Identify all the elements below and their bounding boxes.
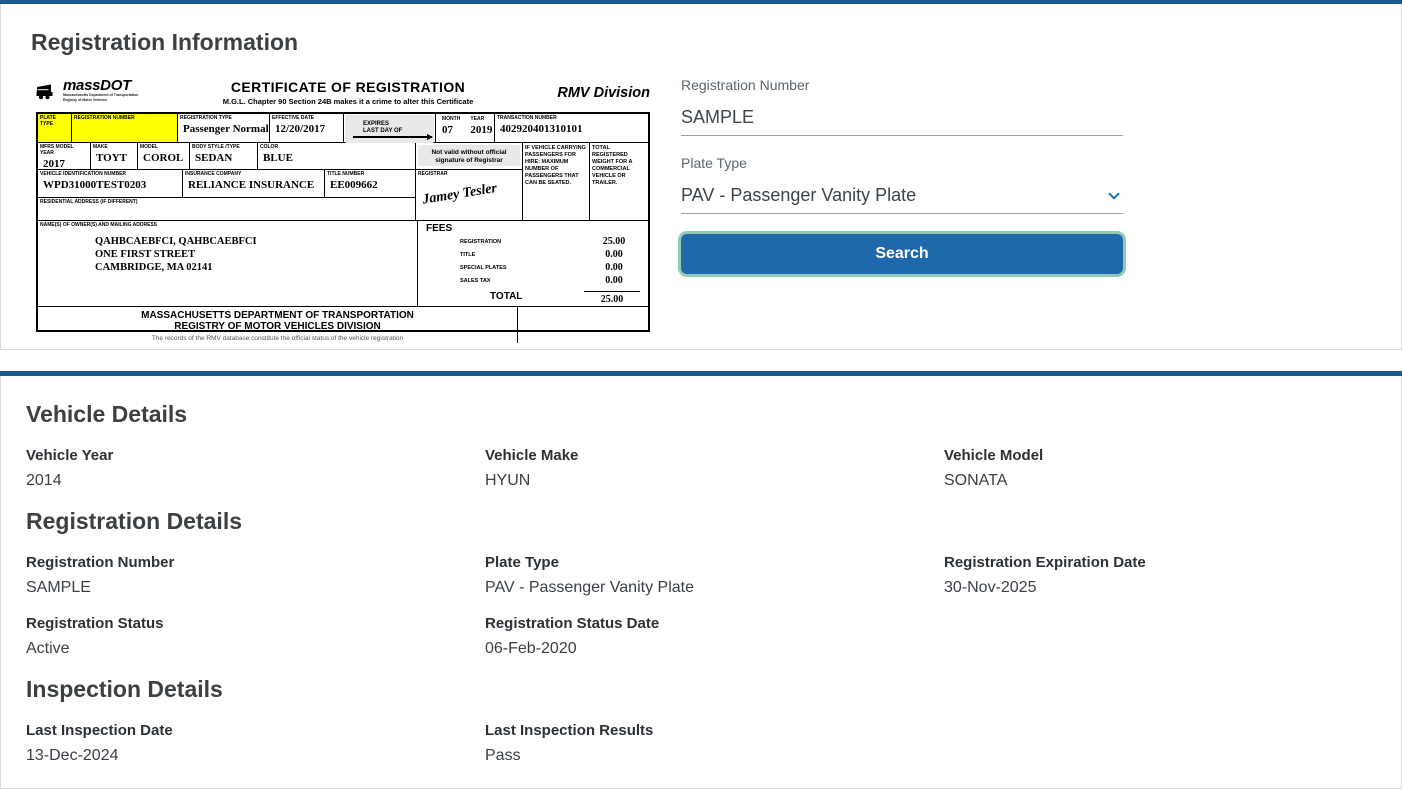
registration-status-date-label: Registration Status Date — [485, 615, 660, 632]
cert-vin-value: WPD31000TEST0203 — [43, 179, 147, 191]
cert-not-valid-text: Not valid without official signature of Registrar — [418, 145, 520, 166]
cert-model-label: MODEL — [140, 144, 159, 150]
cert-registrar-label: REGISTRAR — [418, 171, 448, 177]
plate-type-detail-label: Plate Type — [485, 554, 559, 571]
cert-title-number-label: TITLE NUMBER — [327, 171, 365, 177]
cert-color-cell — [258, 143, 415, 169]
vehicle-year-field — [26, 448, 485, 489]
cert-body-style-value: SEDAN — [195, 152, 233, 164]
cert-owner-city: CAMBRIDGE, MA 02141 — [95, 262, 213, 273]
massdot-truck-icon — [36, 83, 60, 100]
cert-fees-total-label: TOTAL — [490, 291, 523, 302]
registration-number-field — [26, 555, 485, 596]
last-inspection-date-field — [26, 723, 485, 764]
cert-fee-registration-label: REGISTRATION — [460, 239, 502, 245]
last-inspection-results-label: Last Inspection Results — [485, 722, 654, 739]
registration-information-card — [0, 4, 1402, 350]
cert-model-value: COROL — [143, 152, 184, 164]
cert-vin-label: VEHICLE IDENTIFICATION NUMBER — [40, 171, 127, 177]
cert-fee-sales-tax-value: 0.00 — [605, 275, 623, 286]
cert-transaction-number-value: 402920401310101 — [500, 123, 583, 135]
cert-owners-cell — [38, 221, 418, 306]
cert-owners-label: NAME(S) OF OWNER(S) AND MAILING ADDRESS — [40, 222, 158, 228]
results-card — [0, 376, 1402, 789]
cert-registrar-cell — [416, 170, 522, 220]
cert-fee-special-plates-label: SPECIAL PLATES — [460, 265, 507, 271]
cert-footer-empty-cell — [518, 307, 648, 343]
cert-footer-line1: MASSACHUSETTS DEPARTMENT OF TRANSPORTATION — [141, 310, 414, 321]
cert-effective-date-value: 12/20/2017 — [275, 123, 326, 135]
cert-fee-sales-tax-label: SALES TAX — [460, 278, 491, 284]
cert-effective-date-cell — [270, 114, 344, 142]
registration-expiration-field — [944, 555, 1376, 596]
plate-type-detail-value: PAV - Passenger Vanity Plate — [485, 579, 694, 596]
registration-number-input[interactable]: SAMPLE — [681, 108, 1123, 136]
cert-registration-number-cell — [72, 114, 178, 142]
vehicle-details-title: Vehicle Details — [26, 401, 188, 427]
rmv-division-label: RMV Division — [557, 85, 650, 101]
cert-fee-registration-value: 25.00 — [602, 236, 626, 247]
last-inspection-date-label: Last Inspection Date — [26, 722, 173, 739]
plate-type-label: Plate Type — [681, 155, 747, 171]
cert-expires-line2: LAST DAY OF — [363, 128, 403, 134]
registration-information-title: Registration Information — [31, 29, 299, 55]
cert-model-year-cell — [38, 143, 91, 169]
cert-plate-type-label: PLATE TYPE — [40, 115, 57, 127]
cert-fees-total-value: 25.00 — [584, 291, 640, 305]
vehicle-year-value: 2014 — [26, 472, 62, 489]
cert-registration-type-cell — [178, 114, 270, 142]
inspection-details-title: Inspection Details — [26, 676, 223, 702]
cert-make-label: MAKE — [93, 144, 108, 150]
cert-footer-line2: REGISTRY OF MOTOR VEHICLES DIVISION — [174, 321, 381, 332]
vehicle-make-label: Vehicle Make — [485, 447, 579, 464]
cert-make-value: TOYT — [96, 152, 127, 164]
vehicle-year-label: Vehicle Year — [26, 447, 114, 464]
registration-status-value: Active — [26, 640, 70, 657]
massdot-logo-subtext-1: Massachusetts Department of Transportation — [63, 93, 139, 97]
registration-number-detail-label: Registration Number — [26, 554, 175, 571]
massdot-logo — [36, 78, 156, 102]
cert-vin-cell — [38, 170, 183, 197]
cert-owner-name: QAHBCAEBFCI, QAHBCAEBFCI — [95, 236, 257, 247]
cert-owner-street: ONE FIRST STREET — [95, 249, 196, 260]
cert-insurance-cell — [183, 170, 325, 197]
cert-residential-address-label: RESIDENTIAL ADDRESS (IF DIFFERENT) — [40, 199, 138, 205]
last-inspection-results-value: Pass — [485, 747, 521, 764]
cert-year-label: YEAR — [470, 116, 485, 122]
cert-model-cell — [138, 143, 190, 169]
cert-expires-arrow-icon — [353, 136, 432, 138]
vehicle-make-field — [485, 448, 944, 489]
plate-type-selected-value: PAV - Passenger Vanity Plate — [681, 185, 917, 205]
cert-fees-title: FEES — [426, 223, 453, 234]
cert-effective-date-label: EFFECTIVE DATE — [272, 115, 315, 121]
cert-weight-note: TOTAL REGISTERED WEIGHT FOR A COMMERCIAL VEHICLE OR TRAILER. — [592, 145, 633, 186]
cert-transaction-number-label: TRANSACTION NUMBER — [497, 115, 557, 121]
cert-registration-type-value: Passenger Normal — [183, 123, 269, 135]
cert-fee-title-label: TITLE — [460, 252, 476, 258]
registration-expiration-value: 30-Nov-2025 — [944, 579, 1037, 596]
last-inspection-results-field — [485, 723, 944, 764]
vehicle-model-label: Vehicle Model — [944, 447, 1044, 464]
cert-title-number-value: EE009662 — [330, 179, 378, 191]
cert-month-value: 07 — [442, 124, 453, 136]
cert-footer-line3: The records of the RMV database constitute the official status of the vehicle registration — [151, 335, 404, 342]
last-inspection-date-value: 13-Dec-2024 — [26, 747, 119, 764]
cert-body-style-label: BODY STYLE /TYPE — [192, 144, 240, 150]
cert-footer-cell — [38, 307, 518, 343]
cert-expires-cell — [344, 114, 435, 142]
cert-fee-title-value: 0.00 — [605, 249, 623, 260]
plate-type-select[interactable] — [681, 186, 1123, 214]
plate-type-field — [485, 555, 944, 596]
search-button[interactable]: Search — [681, 234, 1123, 274]
cert-title-number-cell — [325, 170, 415, 197]
registration-search-form — [681, 78, 1123, 274]
cert-insurance-value: RELIANCE INSURANCE — [188, 179, 315, 191]
cert-color-value: BLUE — [263, 152, 293, 164]
certificate-subtitle: M.G.L. Chapter 90 Section 24B makes it a crime to alter this Certificate — [222, 97, 474, 106]
cert-month-year-cell — [435, 114, 495, 142]
cert-fee-special-plates-value: 0.00 — [605, 262, 623, 273]
cert-model-year-label: MFRS MODEL YEAR — [40, 144, 74, 156]
cert-year-value: 2019 — [470, 124, 493, 136]
registration-number-detail-value: SAMPLE — [26, 579, 91, 596]
certificate-table — [36, 112, 650, 342]
section-gap — [0, 350, 1402, 371]
cert-passengers-note: IF VEHICLE CARRYING PASSENGERS FOR HIRE: MAXIMUM NUMBER OF PASSENGERS THAT CAN BE SEATED. — [523, 143, 590, 220]
cert-color-label: COLOR — [260, 144, 279, 150]
cert-plate-type-cell — [38, 114, 72, 142]
registration-status-field — [26, 616, 485, 657]
vehicle-model-field — [944, 448, 1376, 489]
registration-expiration-label: Registration Expiration Date — [944, 554, 1146, 571]
cert-residential-address-cell — [38, 198, 415, 221]
cert-registrar-signature: Jamey Tesler — [421, 180, 499, 208]
cert-insurance-label: INSURANCE COMPANY — [185, 171, 242, 177]
massdot-logo-subtext-2: Registry of Motor Vehicles — [63, 97, 107, 102]
registration-status-label: Registration Status — [26, 615, 164, 632]
cert-registration-type-label: REGISTRATION TYPE — [180, 115, 232, 121]
chevron-down-icon — [1105, 187, 1123, 205]
cert-fees-panel — [418, 221, 648, 306]
cert-transaction-number-cell — [495, 114, 648, 142]
registration-status-date-value: 06-Feb-2020 — [485, 640, 577, 657]
registration-details-title: Registration Details — [26, 508, 242, 534]
cert-body-style-cell — [190, 143, 258, 169]
vehicle-make-value: HYUN — [485, 472, 531, 489]
cert-expires-line1: EXPIRES — [363, 121, 390, 127]
cert-month-label: MONTH — [442, 116, 461, 122]
certificate-sample-image — [36, 77, 650, 342]
registration-number-label: Registration Number — [681, 77, 810, 93]
cert-model-year-value: 2017 — [43, 158, 65, 170]
cert-make-cell — [91, 143, 138, 169]
cert-registration-number-label: REGISTRATION NUMBER — [74, 115, 135, 121]
cert-not-valid-note — [416, 143, 522, 170]
registration-status-date-field — [485, 616, 944, 657]
massdot-logo-text: massDOT — [63, 77, 131, 94]
certificate-title: CERTIFICATE OF REGISTRATION — [230, 79, 466, 95]
vehicle-model-value: SONATA — [944, 472, 1008, 489]
